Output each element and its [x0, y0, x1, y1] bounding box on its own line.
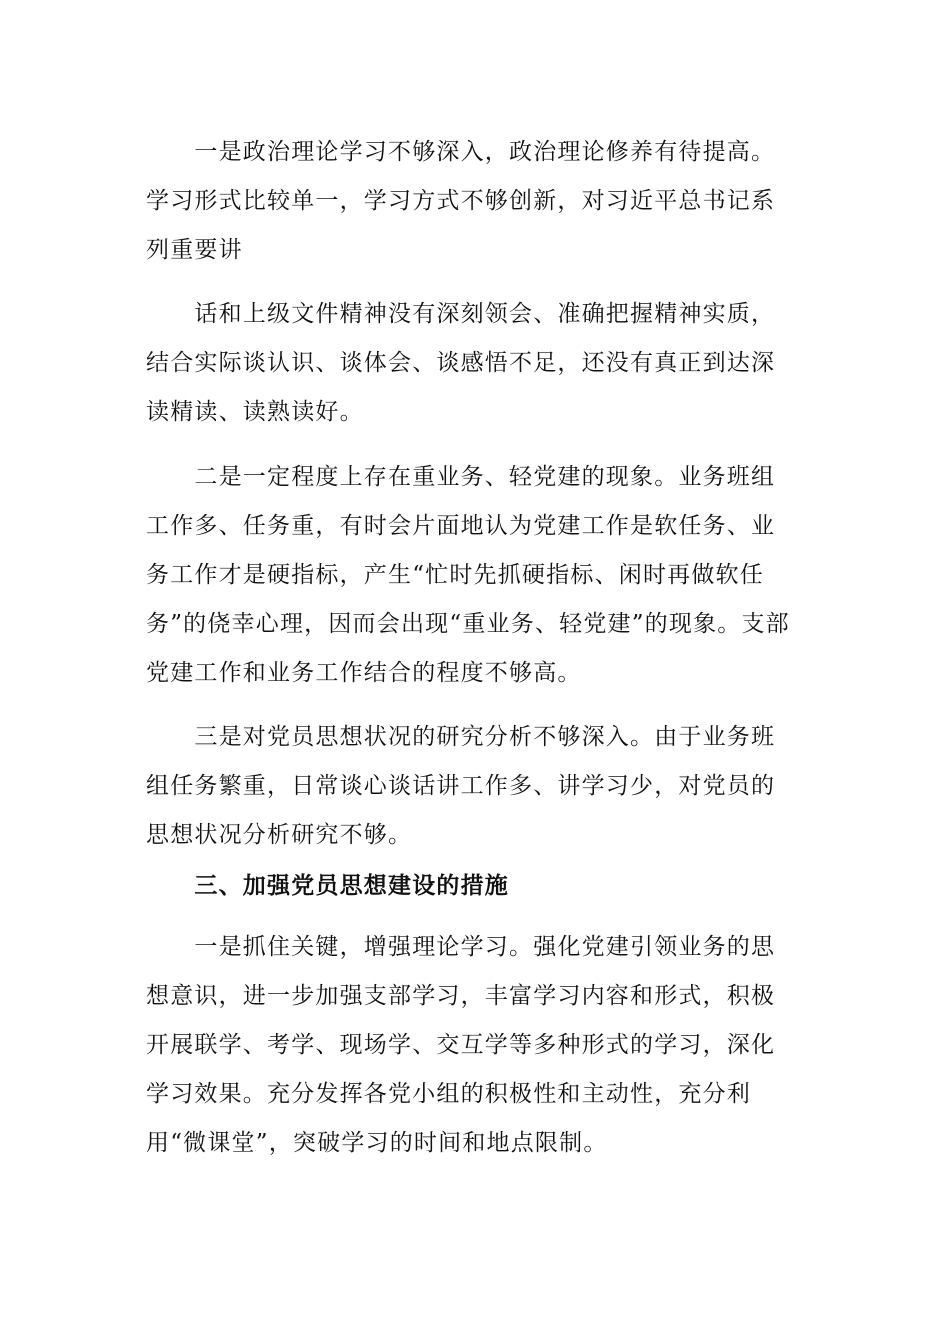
paragraph-document-spirit: 话和上级文件精神没有深刻领会、准确把握精神实质，结合实际谈认识、谈体会、谈感悟不足，还没有真正到达深读精读、读熟读好。	[146, 301, 776, 425]
paragraph-strengthen-theory-study: 一是抓住关键，增强理论学习。强化党建引领业务的思想意识，进一步加强支部学习，丰富学习内容和形式，积极开展联学、考学、现场学、交互学等多种形式的学习，深化学习效果。充分发挥各党小组的积极性和主动性，充分利用“微课堂”，突破学习的时间和地点限制。	[146, 934, 776, 1156]
paragraph-business-vs-party-building: 二是一定程度上存在重业务、轻党建的现象。业务班组工作多、任务重，有时会片面地认为党建工作是软任务、业务工作才是硬指标，产生“忙时先抓硬指标、闲时再做软任务”的侥幸心理，因而会出现“重业务、轻党建”的现象。支部党建工作和业务工作结合的程度不够高。	[146, 464, 790, 686]
section-heading-measures: 三、加强党员思想建设的措施	[146, 873, 509, 899]
paragraph-political-theory-study: 一是政治理论学习不够深入，政治理论修养有待提高。学习形式比较单一，学习方式不够创新，对习近平总书记系列重要讲	[146, 139, 776, 263]
paragraph-member-thought-analysis: 三是对党员思想状况的研究分析不够深入。由于业务班组任务繁重，日常谈心谈话讲工作多、讲学习少，对党员的思想状况分析研究不够。	[146, 724, 776, 848]
